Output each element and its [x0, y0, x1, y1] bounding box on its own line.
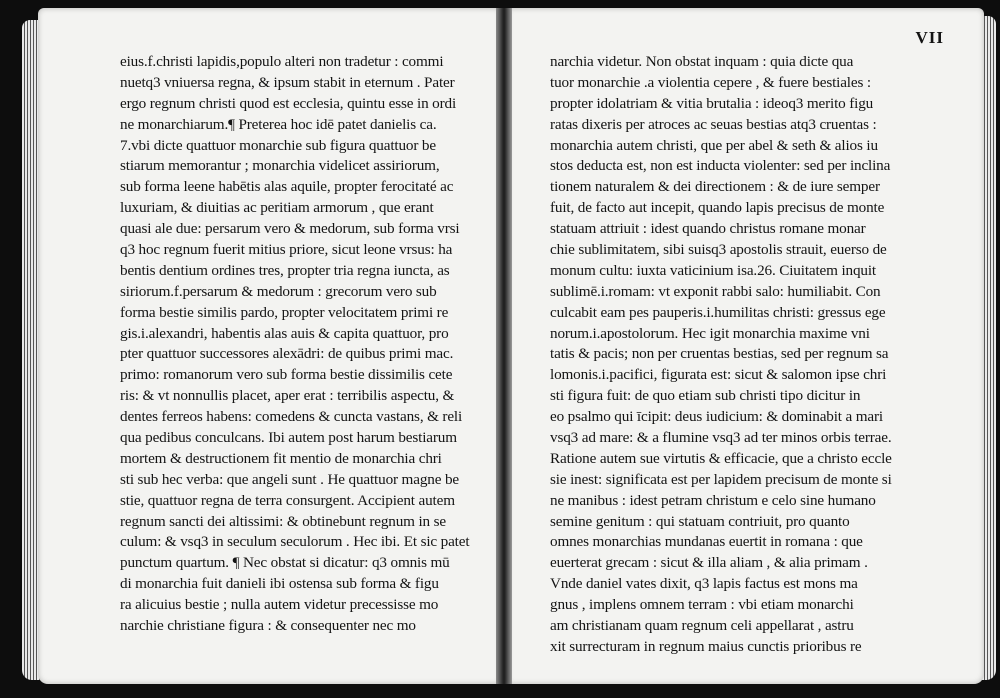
text-line: eo psalmo qui īcipit: deus iudicium: & dominabit a mari	[550, 408, 883, 426]
text-line: xit surrecturam in regnum maius cunctis prioribus re	[550, 637, 862, 655]
text-line: stie, quattuor regna de terra consurgent. Accipient autem	[120, 491, 455, 509]
text-line: tatis & pacis; non per cruentas bestias, sed per regnum sa	[550, 345, 889, 363]
text-line: siriorum.f.persarum & medorum : grecorum vero sub	[120, 282, 437, 300]
text-line: sublimē.i.romam: vt exponit rabbi salo: humiliabit. Con	[550, 282, 881, 300]
text-line: q3 hoc regnum fuerit mitius priore, sicut leone vrsus: ha	[120, 241, 453, 259]
text-line: sub forma leene habētis alas aquile, propter ferocitaté ac	[120, 178, 454, 196]
text-line: ne monarchiarum.¶ Preterea hoc idē patet danielis ca.	[120, 115, 437, 133]
text-line: 7.vbi dicte quattuor monarchie sub figura quattuor be	[120, 136, 436, 154]
text-line: bentis dentium ordines tres, propter tria regna iuncta, as	[120, 261, 450, 279]
text-line: norum.i.apostolorum. Hec igit monarchia maxime vni	[550, 324, 870, 342]
left-page-text	[120, 52, 469, 637]
right-page-text	[550, 52, 892, 658]
text-line: luxuriam, & diuitias ac peritiam armorum , que erant	[120, 199, 434, 217]
text-line: qua pedibus conculcans. Ibi autem post harum bestiarum	[120, 429, 457, 447]
text-line: stiarum memorantur ; monarchia videlicet assiriorum,	[120, 157, 440, 175]
text-line: ne manibus : idest petram christum e celo sine humano	[550, 491, 876, 509]
text-line: culum: & vsq3 in seculum seculorum . Hec ibi. Et sic patet	[120, 533, 470, 551]
text-line: quasi ale due: persarum vero & medorum, sub forma vrsi	[120, 220, 460, 238]
text-line: pter quattuor successores alexādri: de quibus primi mac.	[120, 345, 454, 363]
text-line: vsq3 ad mare: & a flumine vsq3 ad ter minos orbis terrae.	[550, 429, 892, 447]
text-line: sti figura fuit: de quo etiam sub christi tipo dicitur in	[550, 387, 861, 405]
text-line: punctum quartum. ¶ Nec obstat si dicatur: q3 omnis mū	[120, 554, 450, 572]
text-line: propter idolatriam & vitia brutalia : ideoq3 merito figu	[550, 94, 874, 112]
text-line: ra alicuius bestie ; nulla autem videtur precessisse mo	[120, 596, 439, 614]
text-line: mortem & destructionem fit mentio de monarchia chri	[120, 449, 442, 467]
text-line: am christianam quam regnum celi appellarat , astru	[550, 617, 854, 635]
text-line: ris: & vt nonnullis placet, aper erat : terribilis aspectu, &	[120, 387, 455, 405]
text-line: primo: romanorum vero sub forma bestie dissimilis cete	[120, 366, 453, 384]
left-page	[38, 8, 500, 684]
text-line: lomonis.i.pacifici, figurata est: sicut & salomon ipse chri	[550, 366, 887, 384]
text-line: tionem naturalem & dei directionem : & de iure semper	[550, 178, 880, 196]
text-line: narchia videtur. Non obstat inquam : quia dicte qua	[550, 53, 854, 70]
text-line: sti sub hec verba: que angeli sunt . He quattuor magne be	[120, 470, 459, 488]
book-gutter	[496, 8, 512, 684]
text-line: dentes ferreos habens: comedens & cuncta vastans, & reli	[120, 408, 463, 426]
text-line: regnum sancti dei altissimi: & obtinebunt regnum in se	[120, 512, 446, 530]
right-page-edges	[982, 16, 996, 680]
text-line: tuor monarchie .a violentia cepere , & fuere bestiales :	[550, 73, 871, 91]
text-line: nuetq3 vniuersa regna, & ipsum stabit in eternum . Pater	[120, 73, 455, 91]
text-line: monum cultu: iuxta vaticinium isa.26. Ciuitatem inquit	[550, 261, 876, 279]
text-line: monarchia autem christi, que per abel & seth & alios iu	[550, 136, 878, 154]
text-line: omnes monarchias mundanas euertit in romana : que	[550, 533, 863, 551]
text-line: fuit, de facto aut incepit, quando lapis precisus de monte	[550, 199, 885, 217]
text-line: statuam attriuit : idest quando christus romane monar	[550, 220, 866, 238]
text-line: gis.i.alexandri, habentis alas auis & capita quattuor, pro	[120, 324, 449, 342]
text-line: Ratione autem sue virtutis & efficacie, que a christo eccle	[550, 449, 892, 467]
right-page	[508, 8, 984, 684]
text-line: narchie christiane figura : & consequenter nec mo	[120, 617, 416, 635]
text-line: di monarchia fuit danieli ibi ostensa sub forma & figu	[120, 575, 439, 593]
text-line: stos deducta est, non est inducta violenter: sed per inclina	[550, 157, 891, 175]
text-line: forma bestie similis pardo, propter velocitatem primi re	[120, 303, 449, 321]
text-line: eius.f.christi lapidis,populo alteri non tradetur : commi	[120, 53, 444, 70]
text-line: euerterat grecam : sicut & illa aliam , & alia primam .	[550, 554, 868, 572]
text-line: sie inest: significata est per lapidem precisum de monte si	[550, 470, 892, 488]
text-line: semine genitum : qui statuam contriuit, pro quanto	[550, 512, 850, 530]
text-line: Vnde daniel vates dixit, q3 lapis factus est mons ma	[550, 575, 858, 593]
text-line: ergo regnum christi quod est ecclesia, quintu esse in ordi	[120, 94, 457, 112]
text-line: gnus , implens omnem terram : vbi etiam monarchi	[550, 596, 854, 614]
text-line: culcabit eam pes pauperis.i.humilitas christi: gressus ege	[550, 303, 886, 321]
text-line: chie sublimitatem, sibi suisq3 apostolis strauit, euerso de	[550, 241, 887, 259]
text-line: ratas dixeris per atroces ac seuas bestias atq3 cruentas :	[550, 115, 877, 133]
folio-number: VII	[915, 28, 944, 47]
